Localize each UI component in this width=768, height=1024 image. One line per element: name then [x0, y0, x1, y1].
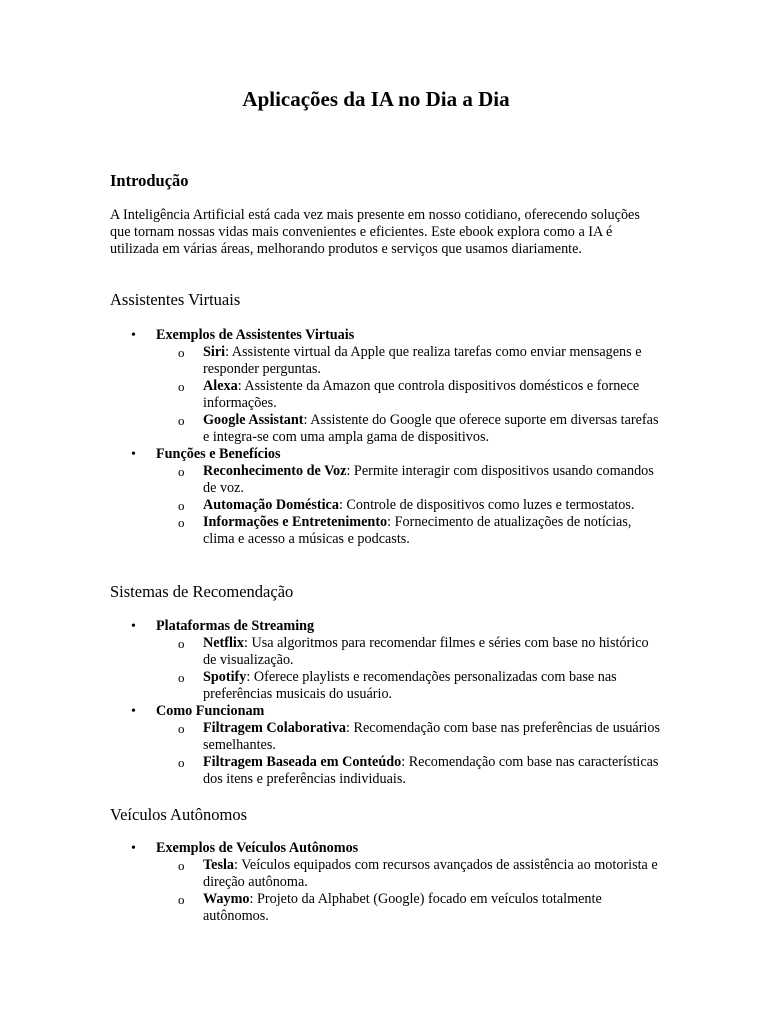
bullet-item — [110, 618, 662, 635]
sub-item — [110, 378, 662, 412]
sub-item-term: Informações e Entretenimento — [203, 514, 388, 530]
sub-item — [110, 412, 662, 446]
sub-item-term: Netflix — [203, 635, 244, 651]
bullet-item — [110, 446, 662, 463]
bullet-item — [110, 840, 662, 857]
sub-marker: o — [178, 345, 185, 360]
sub-item-text: : Controle de dispositivos como luzes e termostatos. — [338, 497, 635, 513]
sub-item-term: Filtragem Baseada em Conteúdo — [203, 754, 402, 770]
sub-item — [110, 463, 662, 497]
sub-marker: o — [178, 413, 185, 428]
sub-item — [110, 857, 662, 891]
sub-item-term: Waymo — [203, 891, 250, 907]
sub-item-term: Google Assistant — [203, 412, 304, 428]
section-heading-veiculos: Veículos Autônomos — [110, 805, 248, 824]
bullet-marker: • — [131, 619, 136, 634]
sub-item-text: : Veículos equipados com recursos avançados de assistência ao motorista e direção autônoma. — [203, 857, 658, 890]
bullet-label: Exemplos de Veículos Autônomos — [156, 840, 359, 856]
assistentes-list — [110, 327, 662, 548]
bullet-marker: • — [131, 704, 136, 719]
section-heading-recomendacao: Sistemas de Recomendação — [110, 582, 294, 601]
sub-item-term: Filtragem Colaborativa — [203, 720, 347, 736]
intro-paragraph: A Inteligência Artificial está cada vez mais presente em nosso cotidiano, oferecendo soluções que tornam nossas vidas mais convenientes e eficientes. Este ebook explora como a IA é utilizada em várias áreas, melhorando produtos e serviços que usamos diariamente. — [110, 207, 640, 257]
bullet-marker: • — [131, 841, 136, 856]
sub-item-text: : Fornecimento de atualizações de notícias, clima e acesso a músicas e podcasts. — [203, 514, 632, 547]
sub-item-text: : Usa algoritmos para recomendar filmes e séries com base no histórico de visualização. — [203, 635, 649, 668]
veiculos-list — [110, 840, 662, 925]
bullet-label: Como Funcionam — [156, 703, 265, 719]
section-heading-assistentes: Assistentes Virtuais — [110, 290, 241, 309]
sub-item-term: Automação Doméstica — [203, 497, 339, 513]
sub-item-text: : Assistente do Google que oferece suporte em diversas tarefas e integra-se com uma ampla gama de dispositivos. — [203, 412, 659, 445]
bullet-marker: • — [131, 447, 136, 462]
sub-marker: o — [178, 721, 185, 736]
sub-marker: o — [178, 892, 185, 907]
sub-item — [110, 720, 662, 754]
sub-item — [110, 891, 662, 925]
sub-item-text: : Assistente da Amazon que controla dispositivos domésticos e fornece informações. — [203, 378, 640, 411]
sub-item-text: : Assistente virtual da Apple que realiza tarefas como enviar mensagens e responder perguntas. — [203, 344, 642, 377]
sub-item — [110, 754, 662, 788]
sub-item — [110, 514, 662, 548]
sub-marker: o — [178, 858, 185, 873]
bullet-label: Exemplos de Assistentes Virtuais — [156, 327, 355, 343]
sub-marker: o — [178, 515, 185, 530]
sub-marker: o — [178, 636, 185, 651]
recomendacao-list — [110, 618, 662, 788]
sub-marker: o — [178, 755, 185, 770]
sub-item-term: Siri — [203, 344, 226, 360]
bullet-label: Funções e Benefícios — [156, 446, 281, 462]
bullet-item — [110, 327, 662, 344]
sub-item-text: : Recomendação com base nas características dos itens e preferências individuais. — [203, 754, 659, 787]
sub-marker: o — [178, 670, 185, 685]
sub-item — [110, 497, 662, 514]
sub-item-term: Alexa — [203, 378, 238, 394]
document-title: Aplicações da IA no Dia a Dia — [242, 87, 510, 111]
sub-item — [110, 669, 662, 703]
sub-item-term: Reconhecimento de Voz — [203, 463, 347, 479]
sub-item-text: : Permite interagir com dispositivos usando comandos de voz. — [203, 463, 654, 496]
section-heading-introducao: Introdução — [110, 171, 189, 190]
sub-marker: o — [178, 379, 185, 394]
sub-item-term: Spotify — [203, 669, 247, 685]
sub-item-term: Tesla — [203, 857, 235, 873]
sub-item-text: : Recomendação com base nas preferências de usuários semelhantes. — [203, 720, 660, 753]
bullet-label: Plataformas de Streaming — [156, 618, 315, 634]
sub-marker: o — [178, 464, 185, 479]
sub-item-text: : Projeto da Alphabet (Google) focado em veículos totalmente autônomos. — [203, 891, 602, 924]
bullet-item — [110, 703, 662, 720]
sub-marker: o — [178, 498, 185, 513]
sub-item-text: : Oferece playlists e recomendações personalizadas com base nas preferências musicais do usuário. — [203, 669, 617, 702]
sub-item — [110, 635, 662, 669]
bullet-marker: • — [131, 328, 136, 343]
sub-item — [110, 344, 662, 378]
